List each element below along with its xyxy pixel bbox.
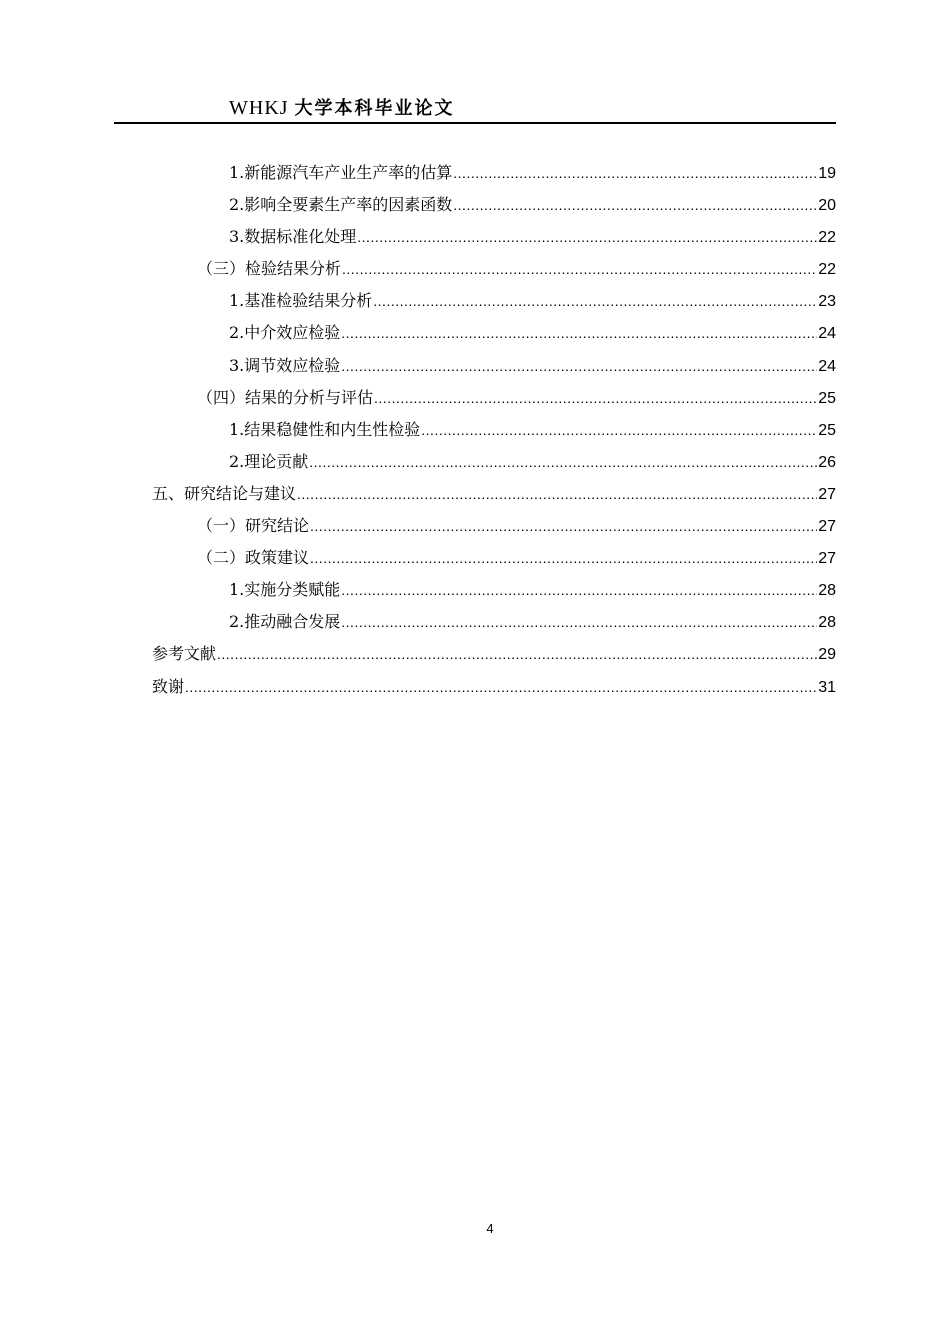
toc-entry[interactable]	[152, 157, 836, 189]
toc-entry[interactable]	[152, 382, 836, 414]
toc-entry-page-number: 23	[818, 293, 836, 311]
toc-entry-page-number: 19	[818, 165, 836, 182]
toc-entry[interactable]	[152, 285, 836, 317]
toc-entry-label: 2.理论贡献	[229, 451, 309, 471]
toc-entry-label: 1.新能源汽车产业生产率的估算	[229, 163, 453, 182]
toc-dot-leader	[310, 542, 817, 574]
header-title	[229, 94, 455, 120]
toc-entry-page-number: 24	[818, 325, 836, 343]
toc-entry-label: （二）政策建议	[197, 548, 310, 568]
toc-entry-page-number: 29	[818, 646, 836, 664]
page-number: 4	[486, 1221, 494, 1236]
table-of-contents	[152, 157, 836, 703]
toc-entry[interactable]	[152, 638, 836, 670]
toc-entry-page-number: 31	[818, 678, 836, 696]
toc-dot-leader	[453, 157, 817, 189]
toc-entry-page-number: 26	[818, 453, 836, 471]
toc-dot-leader	[309, 446, 817, 478]
toc-entry-label: 五、研究结论与建议	[152, 483, 297, 503]
toc-entry-label: 3.数据标准化处理	[229, 227, 357, 247]
toc-entry-page-number: 27	[818, 518, 836, 536]
toc-dot-leader	[341, 350, 817, 382]
toc-entry[interactable]	[152, 253, 836, 285]
toc-entry-label: 2.推动融合发展	[229, 612, 341, 632]
toc-entry-page-number: 22	[818, 261, 836, 279]
toc-entry-page-number: 27	[818, 550, 836, 568]
toc-dot-leader	[453, 189, 817, 221]
toc-entry[interactable]	[152, 510, 836, 542]
toc-entry[interactable]	[152, 574, 836, 606]
toc-dot-leader	[373, 285, 817, 317]
toc-entry[interactable]	[152, 606, 836, 638]
toc-entry[interactable]	[152, 478, 836, 510]
toc-entry-page-number: 25	[818, 389, 836, 407]
toc-dot-leader	[297, 478, 817, 510]
toc-entry-label: 3.调节效应检验	[229, 355, 341, 375]
toc-entry[interactable]	[152, 542, 836, 574]
toc-entry[interactable]	[152, 189, 836, 221]
toc-entry[interactable]	[152, 317, 836, 349]
toc-entry-label: （一）研究结论	[197, 516, 310, 536]
toc-entry[interactable]	[152, 414, 836, 446]
toc-dot-leader	[185, 671, 817, 703]
toc-entry-page-number: 24	[818, 357, 836, 375]
toc-entry-label: 1.结果稳健性和内生性检验	[229, 419, 421, 439]
toc-entry-page-number: 28	[818, 582, 836, 600]
toc-entry-label: 致谢	[152, 676, 185, 696]
toc-entry[interactable]	[152, 350, 836, 382]
toc-dot-leader	[341, 317, 817, 349]
toc-dot-leader	[374, 382, 817, 414]
header-prefix: WHKJ	[229, 97, 289, 119]
toc-entry-label: （三）检验结果分析	[197, 259, 342, 279]
toc-entry-label: 1.基准检验结果分析	[229, 291, 373, 311]
toc-entry-page-number: 20	[818, 197, 836, 215]
header-university-title: 大学本科毕业论文	[294, 98, 455, 119]
toc-dot-leader	[342, 253, 817, 285]
toc-entry-label: 参考文献	[152, 644, 217, 664]
toc-entry[interactable]	[152, 671, 836, 703]
toc-entry-page-number: 25	[818, 421, 836, 439]
toc-entry-label: 1.实施分类赋能	[229, 580, 341, 600]
toc-entry-page-number: 27	[818, 485, 836, 503]
toc-entry-label: 2.影响全要素生产率的因素函数	[229, 195, 453, 215]
toc-dot-leader	[310, 510, 817, 542]
toc-dot-leader	[341, 606, 817, 638]
toc-entry[interactable]	[152, 446, 836, 478]
toc-entry-page-number: 28	[818, 614, 836, 632]
toc-entry-label: 2.中介效应检验	[229, 323, 341, 343]
page-header	[114, 92, 836, 124]
toc-dot-leader	[341, 574, 817, 606]
toc-entry[interactable]	[152, 221, 836, 253]
toc-entry-label: （四）结果的分析与评估	[197, 387, 374, 407]
toc-dot-leader	[421, 414, 817, 446]
toc-dot-leader	[357, 221, 817, 253]
toc-entry-page-number: 22	[818, 229, 836, 247]
toc-dot-leader	[217, 638, 817, 670]
